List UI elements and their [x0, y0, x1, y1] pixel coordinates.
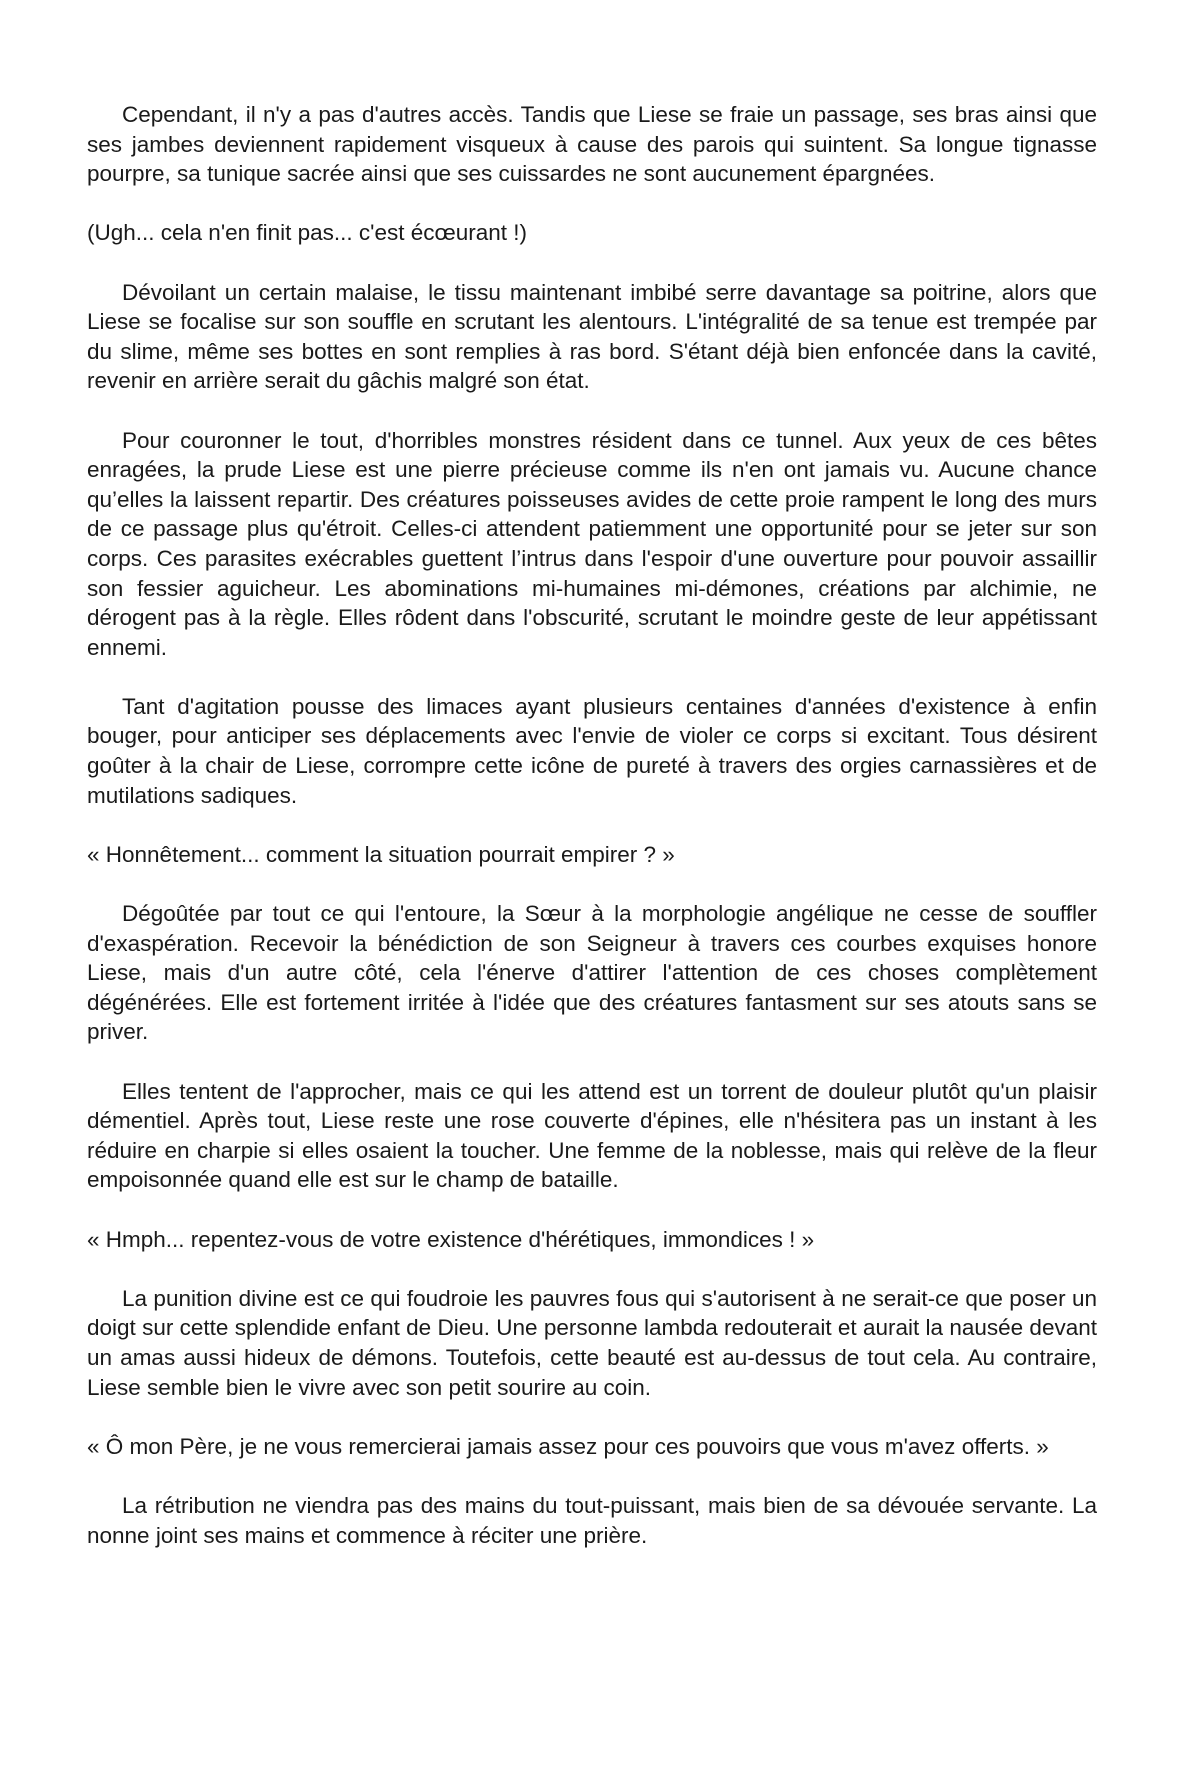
paragraph-retribution: La rétribution ne viendra pas des mains du tout-puissant, mais bien de sa dévouée servante. La nonne joint ses mains et commence à réciter une prière. — [87, 1492, 1097, 1548]
paragraph-approche: Elles tentent de l'approcher, mais ce qui les attend est un torrent de douleur plutôt qu'un plaisir démentiel. Après tout, Liese reste une rose couverte d'épines, elle n'hésitera pas un instant à les réduire en charpie si elles osaient la toucher. Une femme de la noblesse, mais qui relève de la fleur empoisonnée quand elle est sur le champ de bataille. — [87, 1078, 1097, 1193]
paragraph-intro: Cependant, il n'y a pas d'autres accès. Tandis que Liese se fraie un passage, ses bras ainsi que ses jambes deviennent rapidement visqueux à cause des parois qui suintent. Sa longue tignasse pourpre, sa tunique sacrée ainsi que ses cuissardes ne sont aucunement épargnées. — [87, 102, 1097, 187]
paragraph-degoutee: Dégoûtée par tout ce qui l'entoure, la Sœur à la morphologie angélique ne cesse de souffler d'exaspération. Recevoir la bénédiction de son Seigneur à travers ces courbes exquises honore Liese, mais d'un autre côté, cela l'énerve d'attirer l'attention de ces choses complètement dégénérées. Elle est fortement irritée à l'idée que des créatures fantasment sur ses atouts sans se priver. — [87, 901, 1097, 1045]
paragraph-punition: La punition divine est ce qui foudroie les pauvres fous qui s'autorisent à ne serait-ce que poser un doigt sur cette splendide enfant de Dieu. Une personne lambda redouterait et aurait la nausée devant un amas aussi hideux de démons. Toutefois, cette beauté est au-dessus de tout cela. Au contraire, Liese semble bien le vivre avec son petit sourire au coin. — [87, 1285, 1097, 1400]
dialogue-line-honnetement: « Honnêtement... comment la situation pourrait empirer ? » — [87, 841, 675, 867]
paragraph-malaise: Dévoilant un certain malaise, le tissu maintenant imbibé serre davantage sa poitrine, alors que Liese se focalise sur son souffle en scrutant les alentours. L'intégralité de sa tenue est trempée par du slime, même ses bottes en sont remplies à ras bord. S'étant déjà bien enfoncée dans la cavité, revenir en arrière serait du gâchis malgré son état. — [87, 279, 1097, 394]
document-page — [87, 100, 1097, 1580]
dialogue-line-hmph: « Hmph... repentez-vous de votre existence d'hérétiques, immondices ! » — [87, 1226, 815, 1252]
inner-thought-line: (Ugh... cela n'en finit pas... c'est écœurant !) — [87, 220, 528, 246]
dialogue-line-pere: « Ô mon Père, je ne vous remercierai jamais assez pour ces pouvoirs que vous m'avez offerts. » — [87, 1433, 1049, 1459]
paragraph-monsters: Pour couronner le tout, d'horribles monstres résident dans ce tunnel. Aux yeux de ces bêtes enragées, la prude Liese est une pierre précieuse comme ils n'en ont jamais vu. Aucune chance qu’elles la laissent repartir. Des créatures poisseuses avides de cette proie rampent le long des murs de ce passage plus qu'étroit. Celles-ci attendent patiemment une opportunité pour se jeter sur son corps. Ces parasites exécrables guettent l’intrus dans l'espoir d'une ouverture pour pouvoir assaillir son fessier aguicheur. Les abominations mi-humaines mi-démones, créations par alchimie, ne dérogent pas à la règle. Elles rôdent dans l'obscurité, scrutant le moindre geste de leur appétissant ennemi. — [87, 427, 1097, 660]
paragraph-limaces: Tant d'agitation pousse des limaces ayant plusieurs centaines d'années d'existence à enfin bouger, pour anticiper ses déplacements avec l'envie de violer ce corps si excitant. Tous désirent goûter à la chair de Liese, corrompre cette icône de pureté à travers des orgies carnassières et de mutilations sadiques. — [87, 693, 1097, 808]
